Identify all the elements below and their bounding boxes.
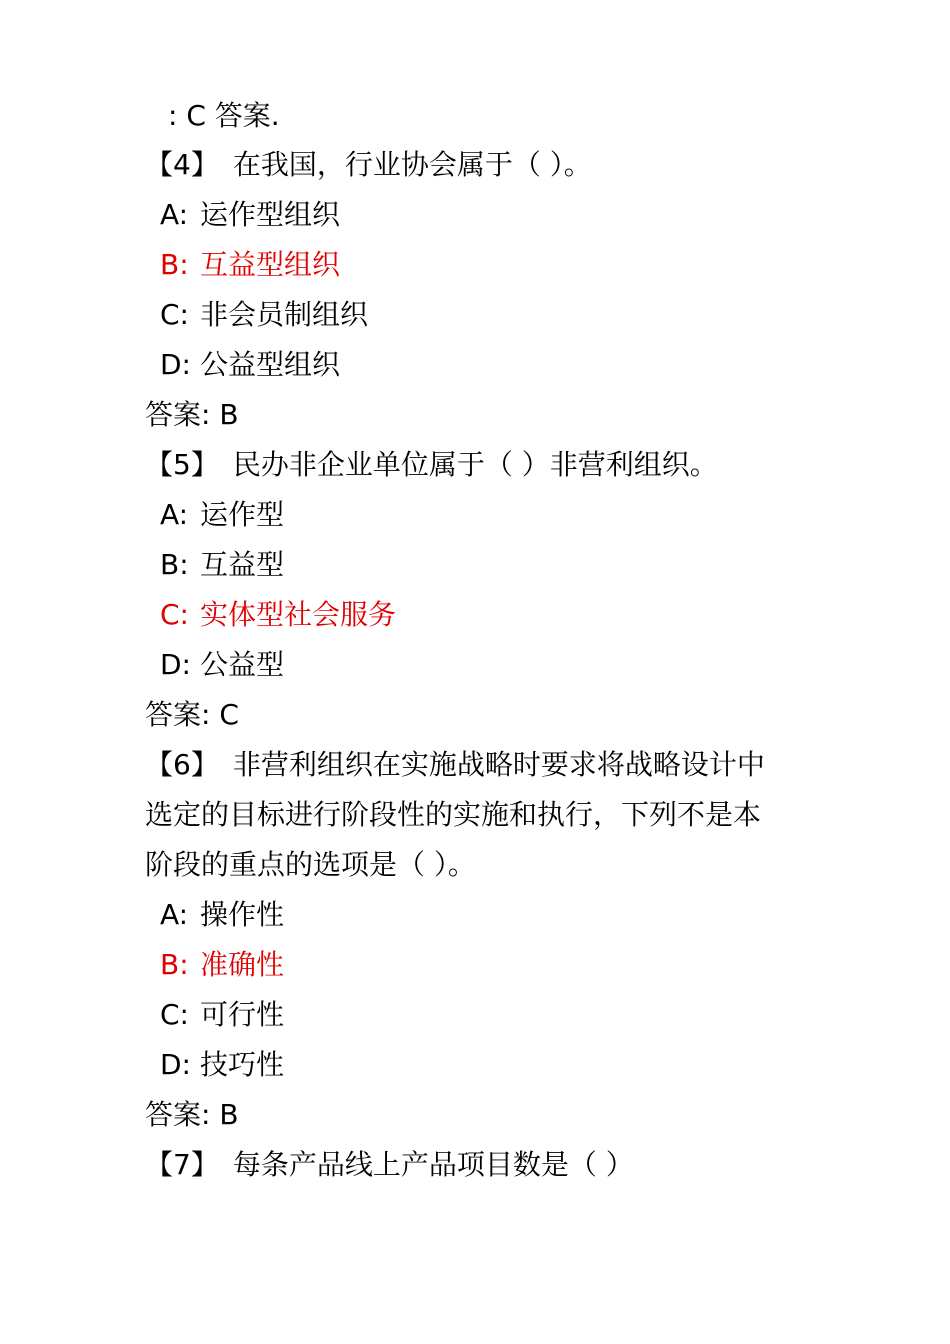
option-text: 互益型组织	[200, 248, 341, 281]
question-5-stem	[145, 440, 718, 490]
question-5-text: 民办非企业单位属于（ ）非营利组织。	[232, 448, 718, 481]
question-6-stem-line-1	[145, 740, 765, 790]
option-label: B:	[160, 548, 189, 581]
question-4-option-a	[160, 190, 340, 240]
option-label: D:	[160, 1048, 191, 1081]
question-6-option-d	[160, 1040, 284, 1090]
question-4-option-b-correct	[160, 240, 340, 290]
question-7-number: 【7】	[145, 1148, 219, 1181]
option-text: 互益型	[200, 548, 285, 581]
option-label: B:	[160, 248, 189, 281]
option-text: 运作型组织	[200, 198, 341, 231]
question-5-option-d	[160, 640, 284, 690]
question-6-option-c	[160, 990, 284, 1040]
option-text: 非会员制组织	[200, 298, 369, 331]
option-label: D:	[160, 648, 191, 681]
question-6-answer: 答案: B	[145, 1098, 239, 1131]
option-label: C:	[160, 298, 189, 331]
question-5-option-c-correct	[160, 590, 396, 640]
question-4-text: 在我国，行业协会属于（ ）。	[232, 148, 592, 181]
question-5-number: 【5】	[145, 448, 219, 481]
option-text: 运作型	[200, 498, 285, 531]
question-4-answer: 答案: B	[145, 398, 239, 431]
option-text: 技巧性	[200, 1048, 285, 1081]
option-label: A:	[160, 498, 189, 531]
option-label: C:	[160, 598, 189, 631]
question-6-stem-line-3: 阶段的重点的选项是（ ）。	[145, 848, 476, 881]
question-4-option-d	[160, 340, 340, 390]
question-6-option-b-correct	[160, 940, 284, 990]
question-6-stem-line-2: 选定的目标进行阶段性的实施和执行，下列不是本	[145, 798, 762, 831]
question-4-stem	[145, 140, 592, 190]
option-text: 准确性	[200, 948, 285, 981]
question-6-text-1: 非营利组织在实施战略时要求将战略设计中	[232, 748, 765, 781]
question-7-stem	[145, 1140, 634, 1190]
question-4-number: 【4】	[145, 148, 219, 181]
option-label: D:	[160, 348, 191, 381]
question-5-answer: 答案: C	[145, 698, 239, 731]
question-5-option-b	[160, 540, 284, 590]
option-text: 公益型	[200, 648, 285, 681]
option-text: 可行性	[200, 998, 285, 1031]
option-label: A:	[160, 198, 189, 231]
option-text: 公益型组织	[200, 348, 341, 381]
question-6-number: 【6】	[145, 748, 219, 781]
option-text: 实体型社会服务	[200, 598, 397, 631]
question-6-option-a	[160, 890, 284, 940]
answer-fragment: : C 答案.	[168, 99, 280, 132]
question-5-option-a	[160, 490, 284, 540]
question-7-text: 每条产品线上产品项目数是（ ）	[232, 1148, 634, 1181]
option-label: A:	[160, 898, 189, 931]
option-text: 操作性	[200, 898, 285, 931]
option-label: C:	[160, 998, 189, 1031]
option-label: B:	[160, 948, 189, 981]
question-4-option-c	[160, 290, 368, 340]
